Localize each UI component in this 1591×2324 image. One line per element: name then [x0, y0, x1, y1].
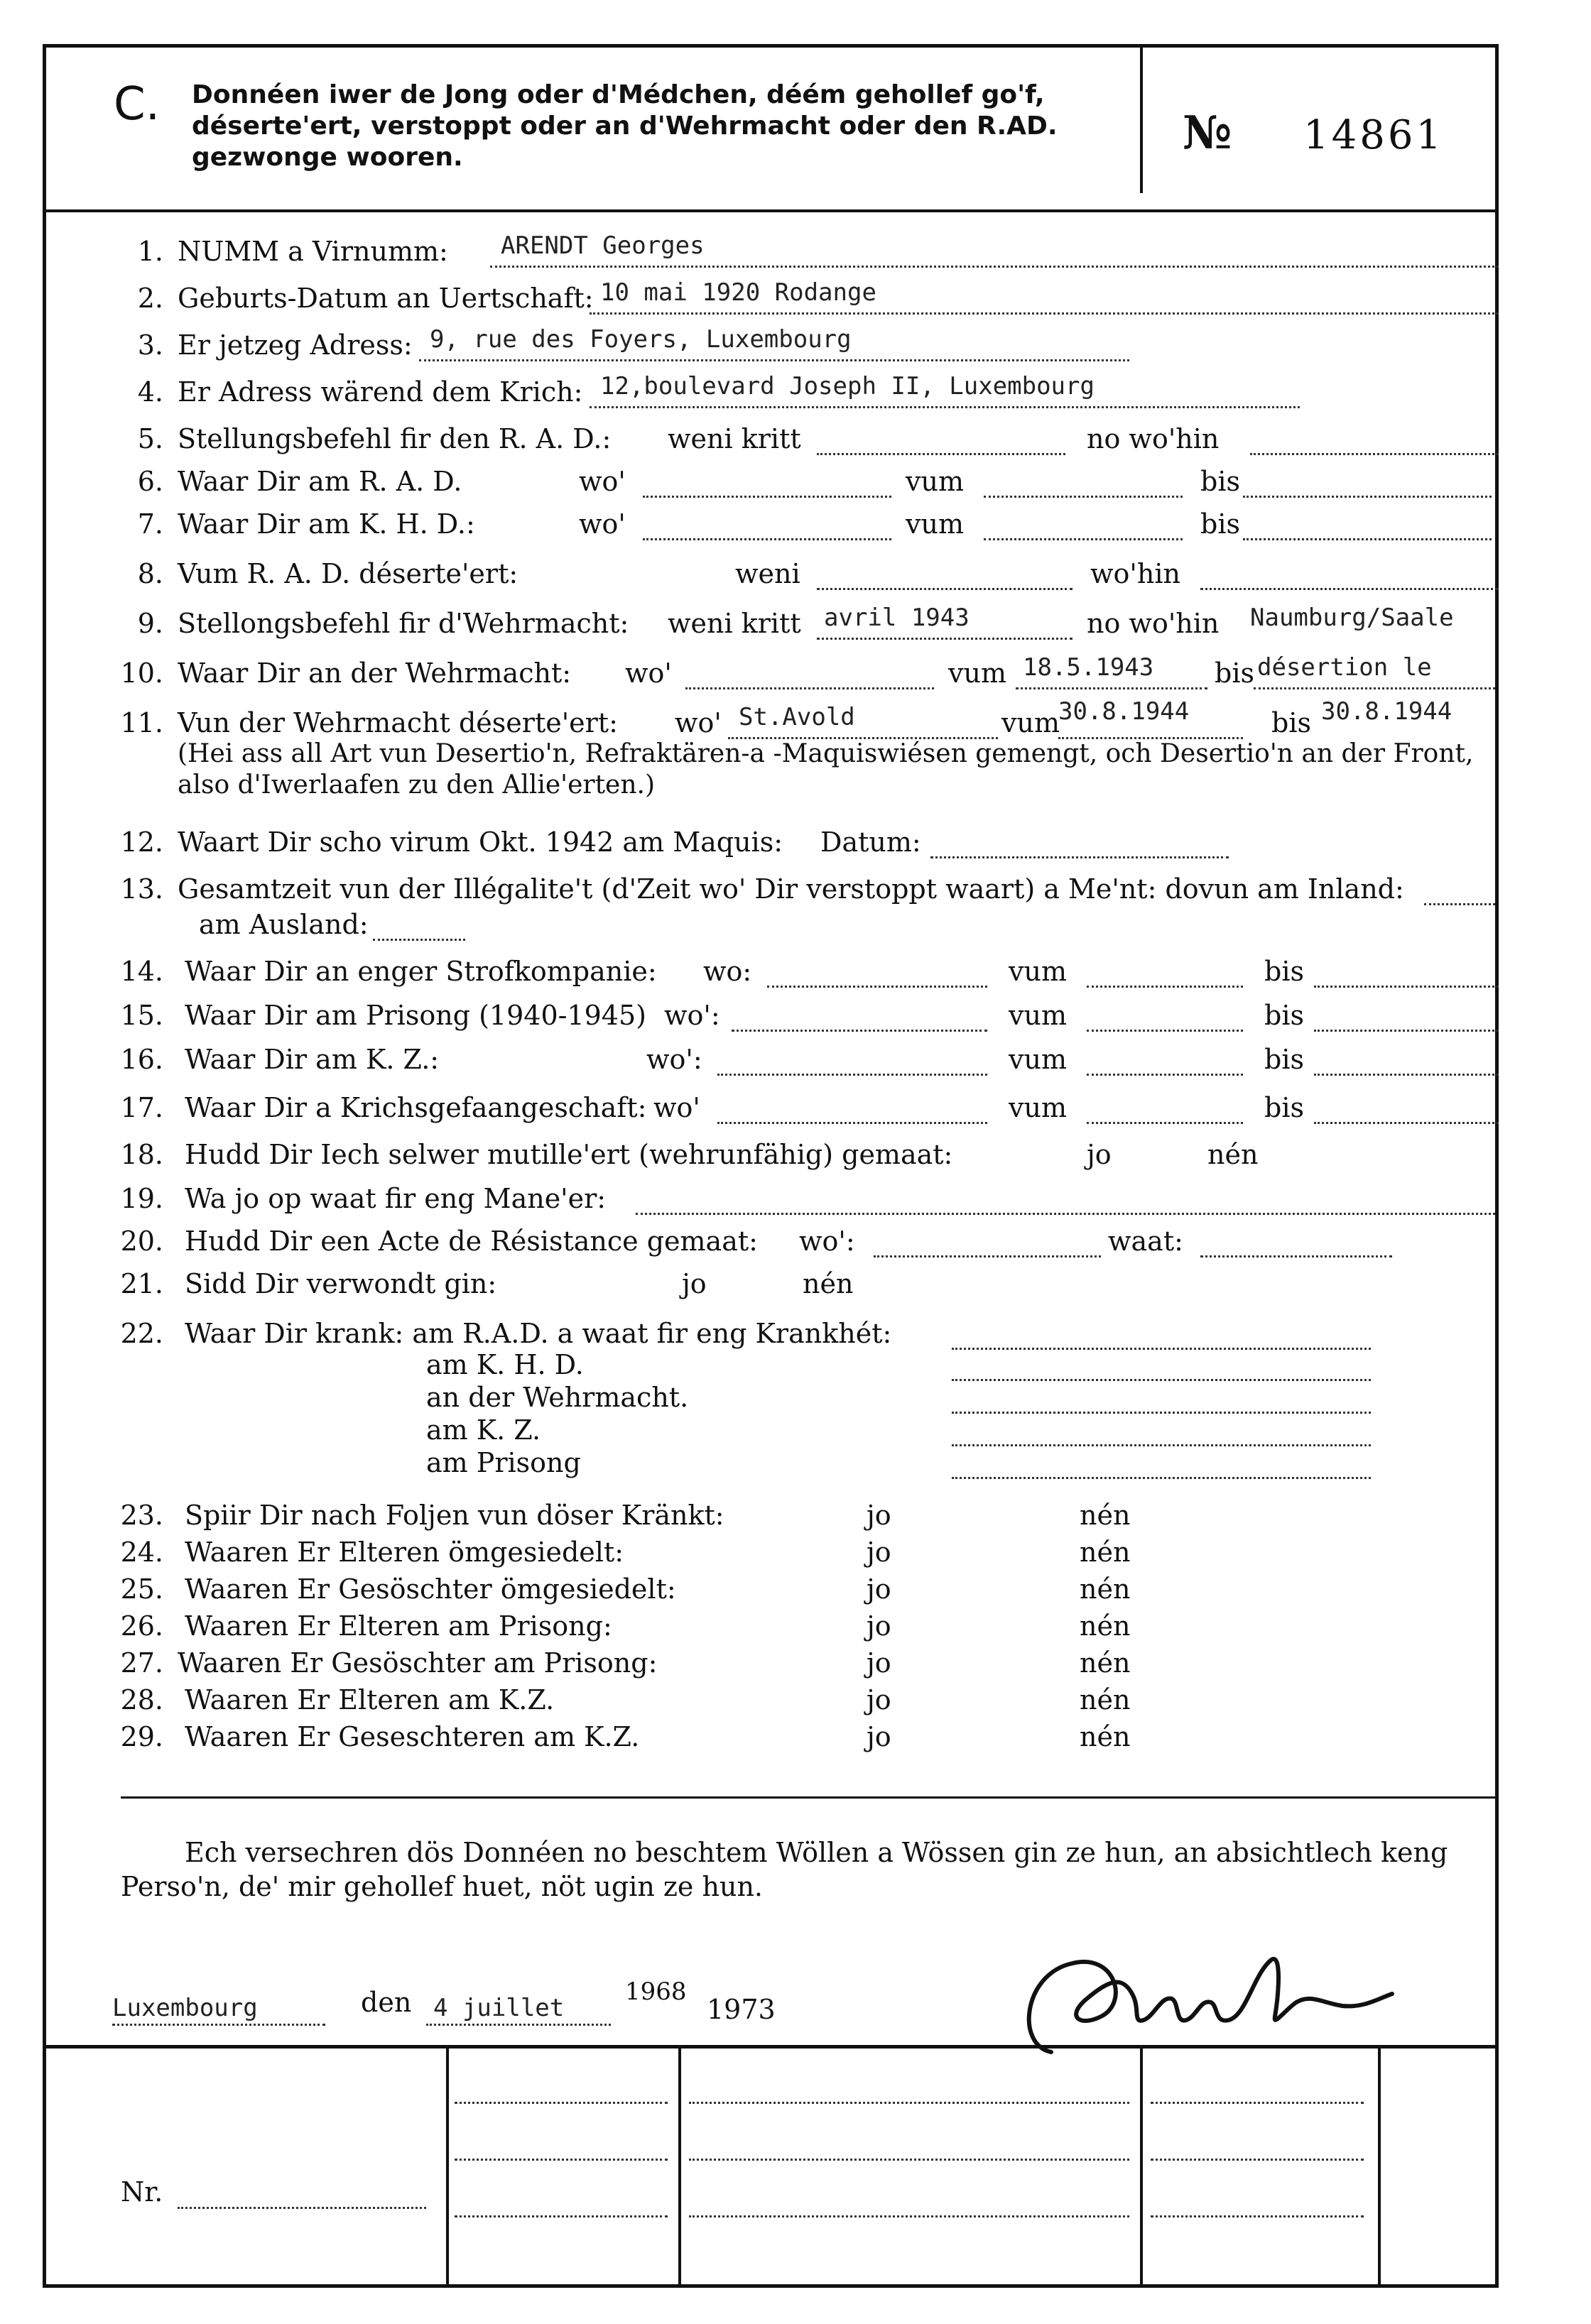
date-value: 4 juillet: [433, 1994, 565, 2022]
field-label: no wo'hin: [1087, 423, 1220, 454]
item-label: Er jetzeg Adress:: [178, 329, 413, 361]
field-label: bis: [1264, 1000, 1304, 1031]
sub-label: an der Wehrmacht.: [426, 1382, 689, 1413]
option-no: nén: [1080, 1573, 1131, 1605]
section-letter: C.: [114, 78, 161, 131]
item-number: 23.: [120, 1500, 163, 1531]
field-label: waat:: [1108, 1226, 1183, 1257]
item-label: Spiir Dir nach Foljen vun döser Kränkt:: [185, 1500, 724, 1531]
field-label: wo:: [703, 956, 752, 987]
declaration-text: Ech versechren dös Donnéen no beschtem Wöllen a Wössen gin ze hun, an absichtlech keng Perso'n, de' mir gehollef huet, nöt ugin ze hun.: [121, 1837, 1448, 1902]
item-label: Waaren Er Geseschteren am K.Z.: [185, 1721, 640, 1752]
item-number: 4.: [137, 376, 163, 408]
item-number: 6.: [137, 466, 163, 497]
item-number: 9.: [137, 608, 163, 639]
number-symbol: №: [1183, 107, 1232, 160]
option-no: nén: [1080, 1610, 1131, 1642]
item-value-name: ARENDT Georges: [501, 231, 705, 260]
item-label: Er Adress wärend dem Krich:: [178, 376, 583, 408]
item-label: Hudd Dir Iech selwer mutille'ert (wehrunfähig) gemaat:: [185, 1139, 953, 1170]
option-no: nén: [803, 1268, 854, 1299]
field-label: weni kritt: [668, 423, 801, 454]
field-label: vum: [948, 658, 1006, 689]
item-number: 22.: [120, 1318, 163, 1349]
year-crossed: 1968: [625, 1977, 687, 2006]
item-number: 15.: [120, 1000, 163, 1031]
field-value: 18.5.1943: [1023, 653, 1154, 682]
field-label: wo': [579, 466, 626, 497]
item-value-birth: 10 mai 1920 Rodange: [600, 278, 876, 307]
header-divider: [1140, 44, 1143, 193]
item-label: Waar Dir krank: am R.A.D. a waat fir eng Krankhét:: [185, 1318, 892, 1349]
field-label: vum: [1009, 1044, 1067, 1075]
item-label: Geburts-Datum an Uertschaft:: [178, 283, 594, 314]
nr-label: Nr.: [121, 2176, 163, 2208]
item-number: 18.: [120, 1139, 163, 1170]
item-number: 29.: [120, 1721, 163, 1752]
option-yes: jo: [867, 1721, 891, 1752]
item-number: 8.: [137, 558, 163, 589]
field-label: bis: [1264, 1044, 1304, 1075]
item-number: 20.: [120, 1226, 163, 1257]
item-label: NUMM a Virnumm:: [178, 236, 448, 267]
field-label: no wo'hin: [1087, 608, 1220, 639]
field-label: bis: [1264, 1092, 1304, 1123]
item-number: 12.: [120, 827, 163, 858]
item-number: 21.: [120, 1268, 163, 1299]
footer-rule: [43, 2045, 1499, 2048]
option-yes: jo: [867, 1647, 891, 1679]
field-label: wo':: [664, 1000, 720, 1031]
field-label: vum: [1009, 1092, 1067, 1123]
field-label: bis: [1264, 956, 1304, 987]
option-no: nén: [1080, 1537, 1131, 1568]
item-number: 27.: [120, 1647, 163, 1679]
section-rule: [121, 1796, 1499, 1799]
field-label: vum: [1001, 707, 1060, 738]
field-label: vum: [906, 508, 964, 540]
item-label: Sidd Dir verwondt gin:: [185, 1268, 497, 1299]
option-yes: jo: [682, 1268, 707, 1299]
item-number: 11.: [120, 707, 163, 738]
item-label: Stellungsbefehl fir den R. A. D.:: [178, 423, 612, 454]
item-label: Waar Dir am K. Z.:: [185, 1044, 440, 1075]
option-no: nén: [1207, 1139, 1259, 1170]
option-no: nén: [1080, 1684, 1131, 1715]
field-label: wo': [625, 658, 672, 689]
field-label: weni kritt: [668, 608, 801, 639]
item-number: 1.: [137, 236, 163, 267]
item-number: 16.: [120, 1044, 163, 1075]
option-yes: jo: [1087, 1139, 1112, 1170]
field-value: Naumburg/Saale: [1250, 604, 1454, 632]
item-number: 17.: [120, 1092, 163, 1123]
field-label: weni: [735, 558, 800, 589]
option-no: nén: [1080, 1721, 1131, 1752]
item-label: Waar Dir am K. H. D.:: [178, 508, 475, 540]
item-number: 2.: [137, 283, 163, 314]
item-label: Waar Dir a Krichsgefaangeschaft:: [185, 1092, 647, 1123]
field-label: Datum:: [820, 827, 921, 858]
item-label: Hudd Dir een Acte de Résistance gemaat:: [185, 1226, 758, 1257]
item-label: Waaren Er Gesöschter am Prisong:: [178, 1647, 658, 1679]
field-label: bis: [1200, 466, 1240, 497]
field-value: 30.8.1944: [1058, 697, 1190, 726]
field-value: 30.8.1944: [1321, 697, 1452, 726]
option-yes: jo: [867, 1610, 891, 1642]
item-label: Waart Dir scho virum Okt. 1942 am Maquis:: [178, 827, 783, 858]
option-yes: jo: [867, 1684, 891, 1715]
item-label: Waar Dir am R. A. D.: [178, 466, 462, 497]
item-number: 7.: [137, 508, 163, 540]
section-title: Donnéen iwer de Jong oder d'Médchen, déém gehollef go'f, déserte'ert, verstoppt oder an d'Wehrmacht oder den R.AD. gezwonge wooren.: [192, 80, 1058, 172]
field-label: vum: [1009, 1000, 1067, 1031]
item-number: 28.: [120, 1684, 163, 1715]
header-rule: [43, 209, 1499, 212]
item-label: Wa jo op waat fir eng Mane'er:: [185, 1183, 607, 1214]
item-label: Stellongsbefehl fir d'Wehrmacht:: [178, 608, 629, 639]
field-label: wo'hin: [1090, 558, 1180, 589]
item-number: 26.: [120, 1610, 163, 1642]
field-label: bis: [1200, 508, 1240, 540]
item-label: Waar Dir an der Wehrmacht:: [178, 658, 572, 689]
item-label: Waaren Er Elteren am Prisong:: [185, 1610, 612, 1642]
item-label: Waaren Er Gesöschter ömgesiedelt:: [185, 1573, 676, 1605]
item-number: 5.: [137, 423, 163, 454]
item-value-address: 9, rue des Foyers, Luxembourg: [430, 325, 852, 354]
item-label: Gesamtzeit vun der Illégalite't (d'Zeit wo' Dir verstoppt waart) a Me'nt: dovun am Inland:: [178, 873, 1404, 905]
field-label: bis: [1271, 707, 1311, 738]
form-number: 14861: [1303, 112, 1445, 158]
item-label: Waar Dir an enger Strofkompanie:: [185, 956, 657, 987]
field-label: wo':: [646, 1044, 702, 1075]
option-no: nén: [1080, 1647, 1131, 1679]
item-label: Waar Dir am Prisong (1940-1945): [185, 1000, 646, 1031]
item-number: 24.: [120, 1537, 163, 1568]
signature: [1009, 1931, 1406, 2073]
item-number: 19.: [120, 1183, 163, 1214]
option-yes: jo: [867, 1500, 891, 1531]
den-label: den: [361, 1987, 412, 2018]
field-label: am Ausland:: [199, 909, 369, 940]
year: 1973: [707, 1994, 776, 2025]
field-label: bis: [1215, 658, 1254, 689]
field-label: vum: [1009, 956, 1067, 987]
field-label: vum: [906, 466, 964, 497]
item-label: Waaren Er Elteren ömgesiedelt:: [185, 1537, 624, 1568]
item-11-note: (Hei ass all Art vun Desertio'n, Refraktären-a -Maquiswiésen gemengt, och Desertio'n an der Front, also d'Iwerlaafen zu den Allie'erten.): [178, 739, 1474, 800]
option-no: nén: [1080, 1500, 1131, 1531]
sub-label: am K. Z.: [426, 1414, 541, 1446]
item-label: Waaren Er Elteren am K.Z.: [185, 1684, 555, 1715]
field-label: wo': [579, 508, 626, 540]
field-value: désertion le: [1257, 653, 1432, 682]
field-label: wo':: [799, 1226, 855, 1257]
sub-label: am K. H. D.: [426, 1349, 584, 1380]
sub-label: am Prisong: [426, 1447, 581, 1478]
field-value: St.Avold: [739, 703, 855, 731]
place: Luxembourg: [112, 1994, 258, 2022]
item-number: 25.: [120, 1573, 163, 1605]
item-value-war-address: 12,boulevard Joseph II, Luxembourg: [600, 372, 1095, 400]
field-label: wo': [675, 707, 722, 738]
option-yes: jo: [867, 1573, 891, 1605]
item-number: 13.: [120, 873, 163, 905]
field-value: avril 1943: [824, 604, 970, 632]
item-label: Vum R. A. D. déserte'ert:: [178, 558, 518, 589]
item-number: 10.: [120, 658, 163, 689]
item-number: 3.: [137, 329, 163, 361]
item-label: Vun der Wehrmacht déserte'ert:: [178, 707, 618, 738]
field-label: wo': [653, 1092, 700, 1123]
option-yes: jo: [867, 1537, 891, 1568]
item-number: 14.: [120, 956, 163, 987]
